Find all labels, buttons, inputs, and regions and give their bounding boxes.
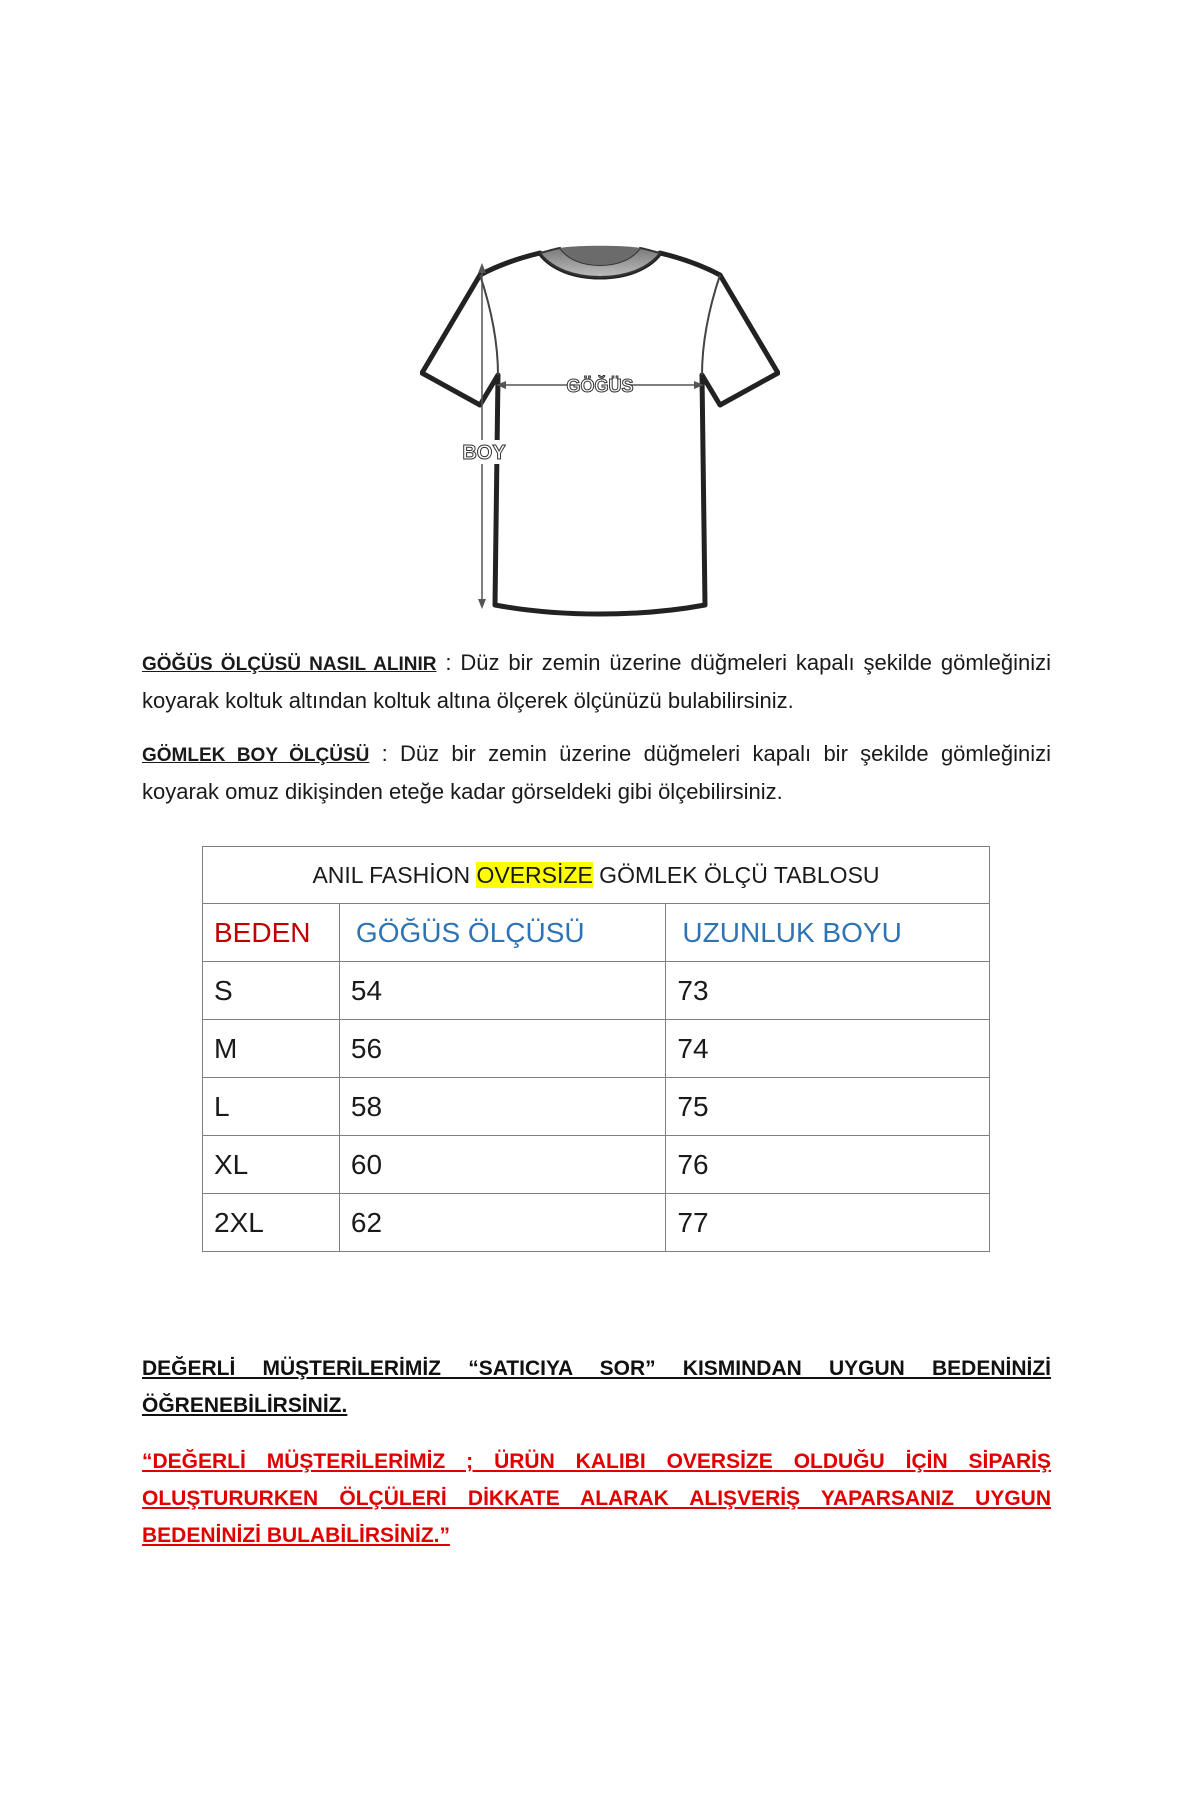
chest-instruction-text: : Düz bir zemin üzerine düğmeleri kapalı şekilde gömleğinizi koyarak koltuk altından koltuk altına ölçerek ölçünüzü bulabilirsiniz. bbox=[142, 650, 1051, 713]
shirt-length-instruction bbox=[142, 736, 1051, 810]
length-instruction-label: GÖMLEK BOY ÖLÇÜSÜ bbox=[142, 745, 370, 766]
table-header-row bbox=[203, 904, 990, 962]
length-instruction-text: : Düz bir zemin üzerine düğmeleri kapalı bir şekilde gömleğinizi koyarak omuz dikişinden eteğe kadar görseldeki gibi ölçebilirsiniz. bbox=[142, 741, 1051, 804]
tshirt-measurement-illustration bbox=[420, 245, 780, 630]
table-title: ANIL FASHİON OVERSİZE GÖMLEK ÖLÇÜ TABLOSU bbox=[203, 847, 990, 904]
cell-size: L bbox=[203, 1078, 340, 1136]
cell-size: M bbox=[203, 1020, 340, 1078]
cell-length: 77 bbox=[666, 1194, 990, 1252]
table-row bbox=[203, 1078, 990, 1136]
size-chart-table bbox=[202, 846, 990, 1252]
table-row bbox=[203, 1136, 990, 1194]
cell-chest: 60 bbox=[339, 1136, 666, 1194]
length-tag: BOY bbox=[462, 442, 506, 464]
cell-size: 2XL bbox=[203, 1194, 340, 1252]
cell-length: 74 bbox=[666, 1020, 990, 1078]
header-chest: GÖĞÜS ÖLÇÜSÜ bbox=[339, 904, 666, 962]
title-highlight: OVERSİZE bbox=[476, 861, 593, 888]
cell-size: S bbox=[203, 962, 340, 1020]
cell-chest: 58 bbox=[339, 1078, 666, 1136]
cell-chest: 62 bbox=[339, 1194, 666, 1252]
cell-length: 75 bbox=[666, 1078, 990, 1136]
table-row bbox=[203, 1194, 990, 1252]
table-row bbox=[203, 962, 990, 1020]
customer-service-note: DEĞERLİ MÜŞTERİLERİMİZ “SATICIYA SOR” KISMINDAN UYGUN BEDENİNİZİ ÖĞRENEBİLİRSİNİZ. bbox=[142, 1357, 1051, 1417]
chest-tag: GÖĞÜS bbox=[566, 376, 634, 396]
cell-chest: 54 bbox=[339, 962, 666, 1020]
cell-size: XL bbox=[203, 1136, 340, 1194]
oversize-warning-note: “DEĞERLİ MÜŞTERİLERİMİZ ; ÜRÜN KALIBI OVERSİZE OLDUĞU İÇİN SİPARİŞ OLUŞTURURKEN ÖLÇÜLERİ DİKKATE ALARAK ALIŞVERİŞ YAPARSANIZ UYGUN BEDENİNİZİ BULABİLİRSİNİZ.” bbox=[142, 1450, 1051, 1547]
header-size: BEDEN bbox=[203, 904, 340, 962]
tshirt-outline bbox=[422, 253, 778, 614]
chest-instruction-label: GÖĞÜS ÖLÇÜSÜ NASIL ALINIR bbox=[142, 654, 437, 675]
table-title-row bbox=[203, 847, 990, 904]
table-row bbox=[203, 1020, 990, 1078]
cell-length: 73 bbox=[666, 962, 990, 1020]
cell-chest: 56 bbox=[339, 1020, 666, 1078]
header-length: UZUNLUK BOYU bbox=[666, 904, 990, 962]
chest-measurement-instruction bbox=[142, 645, 1051, 719]
cell-length: 76 bbox=[666, 1136, 990, 1194]
